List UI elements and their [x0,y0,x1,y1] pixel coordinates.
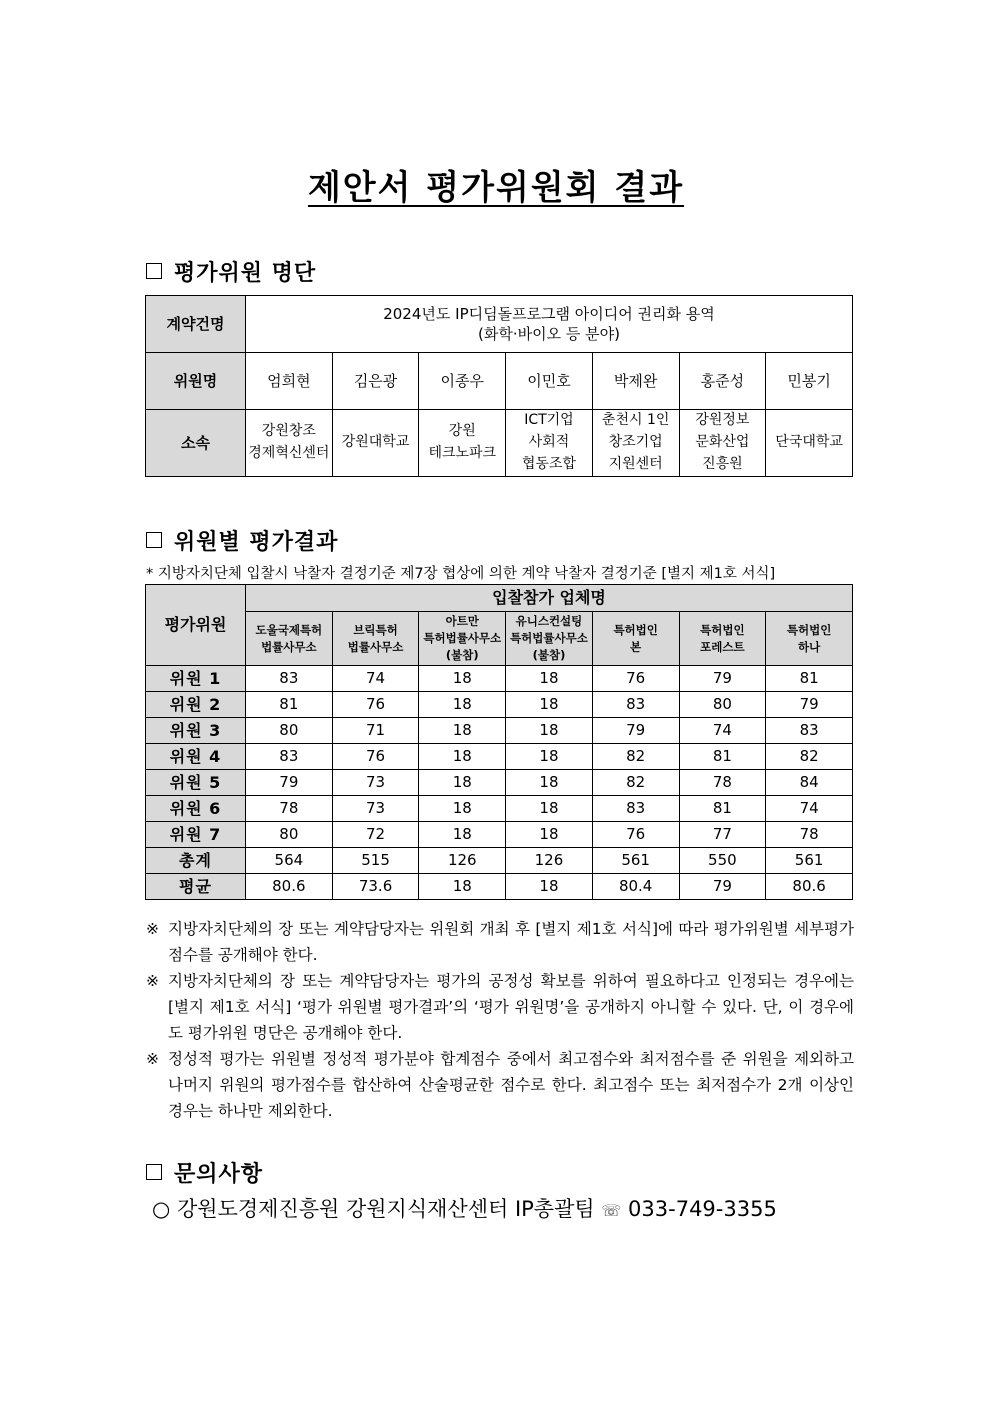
score-row [146,692,853,718]
member-affiliation [766,410,853,477]
member-list-table [145,295,853,477]
company-header [246,612,333,666]
evaluator-label: 위원 2 [146,692,246,718]
score-cell: 561 [766,848,853,874]
score-cell: 72 [332,822,419,848]
score-cell: 515 [332,848,419,874]
company-header [506,612,593,666]
evaluator-label: 위원 4 [146,744,246,770]
evaluator-label: 위원 5 [146,770,246,796]
score-row [146,770,853,796]
score-cell: 550 [679,848,766,874]
score-cell: 81 [246,692,333,718]
score-cell: 76 [332,692,419,718]
company-name-line: 법률사무소 [261,639,317,654]
member-affiliation [679,410,766,477]
notes-list [146,916,854,1124]
score-cell: 71 [332,718,419,744]
score-cell: 80.6 [246,874,333,900]
company-name-line: 특허법률사무소 [510,631,588,646]
company-name-line: 포레스트 [700,639,745,654]
affiliation-line: 창조기업 [608,434,663,451]
evaluator-label: 위원 7 [146,822,246,848]
score-cell: 78 [766,822,853,848]
score-row [146,822,853,848]
members-label: 위원명 [146,353,246,410]
score-cell: 80.4 [592,874,679,900]
score-cell: 79 [592,718,679,744]
score-cell: 74 [679,718,766,744]
affiliation-line: 강원창조 [261,423,316,440]
score-cell: 18 [506,770,593,796]
member-name: 민봉기 [766,353,853,410]
score-cell: 83 [592,796,679,822]
company-name-line: (불참) [445,647,479,662]
score-cell: 18 [419,666,506,692]
affiliation-line: 경제혁신센터 [248,445,330,461]
score-cell: 83 [766,718,853,744]
score-cell: 79 [679,666,766,692]
score-row [146,874,853,900]
score-cell: 18 [506,822,593,848]
score-row [146,796,853,822]
score-cell: 83 [246,744,333,770]
affiliation-line: 협동조합 [521,455,577,472]
company-name-line: 특허법인 [700,622,745,637]
company-name-line: 하나 [798,639,821,654]
phone-icon: ☏ [601,1201,622,1220]
affiliation-line: 테크노파크 [428,445,497,461]
company-name-line: 브릭특허 [353,622,398,637]
company-name-line: 아트만 [445,614,479,629]
score-cell: 564 [246,848,333,874]
member-affiliation [419,410,506,477]
score-cell: 76 [592,666,679,692]
score-cell: 80 [679,692,766,718]
checkbox-square-icon [146,532,162,548]
member-affiliation [246,410,333,477]
contact-phone: 033-749-3355 [628,1197,777,1221]
member-name: 이종우 [419,353,506,410]
affiliation-line: 진흥원 [702,455,743,472]
company-name-line: 특허법인 [613,622,658,637]
company-name-line: (불참) [532,647,566,662]
score-cell: 78 [679,770,766,796]
affiliation-line: 사회적 [528,434,570,451]
note-text: 정성적 평가는 위원별 정성적 평가분야 합계점수 중에서 최고점수와 최저점수를 준 위원을 제외하고 나머지 위원의 평가점수를 합산하여 산술평균한 점수로 한다. 최고점수 또는 최저점수가 2개 이상인 경우는 하나만 제외한다. [168,1050,854,1120]
affiliation-line: 춘천시 1인 [601,412,670,429]
member-name: 홍준성 [679,353,766,410]
score-cell: 18 [419,692,506,718]
member-affiliation [506,410,593,477]
evaluation-results-table [145,584,853,900]
section-heading-results: 위원별 평가결과 [146,525,338,556]
affiliation-line: 강원정보 [695,412,750,429]
score-cell: 73 [332,770,419,796]
affiliation-label: 소속 [146,410,246,477]
evaluator-corner-label: 평가위원 [146,585,246,666]
section-heading-members: 평가위원 명단 [146,256,316,287]
score-cell: 126 [419,848,506,874]
note-text: 지방자치단체의 장 또는 계약담당자는 위원회 개최 후 [별지 제1호 서식]에 따라 평가위원별 세부평가점수를 공개해야 한다. [168,920,854,964]
score-cell: 82 [592,770,679,796]
score-row [146,744,853,770]
company-name-line: 특허법률사무소 [423,631,502,646]
score-cell: 79 [679,874,766,900]
section-heading-inquiry: 문의사항 [146,1157,263,1188]
evaluator-label: 총계 [146,848,246,874]
company-header [419,612,506,666]
evaluator-label: 위원 3 [146,718,246,744]
checkbox-square-icon [146,1164,162,1180]
note-item [146,1046,854,1124]
company-name-line: 법률사무소 [347,639,404,654]
score-cell: 76 [332,744,419,770]
contract-label: 계약건명 [146,296,246,353]
evaluator-label: 위원 6 [146,796,246,822]
score-cell: 18 [419,744,506,770]
score-cell: 18 [506,692,593,718]
score-cell: 77 [679,822,766,848]
note-mark-icon: ※ [146,972,159,990]
bidder-group-header: 입찰참가 업체명 [246,585,853,612]
note-mark-icon: ※ [146,1050,159,1068]
score-cell: 79 [246,770,333,796]
score-cell: 18 [506,796,593,822]
company-header [592,612,679,666]
note-mark-icon: ※ [146,920,159,938]
affiliation-line: 강원대학교 [341,434,410,451]
score-cell: 78 [246,796,333,822]
score-row [146,666,853,692]
score-cell: 82 [766,744,853,770]
affiliation-line: ICT기업 [524,412,574,429]
score-cell: 18 [506,718,593,744]
member-name: 김은광 [332,353,419,410]
member-name: 박제완 [592,353,679,410]
affiliation-line: 단국대학교 [775,434,843,451]
affiliation-line: 강원 [448,423,476,440]
note-item [146,916,854,968]
score-cell: 18 [419,718,506,744]
score-cell: 80.6 [766,874,853,900]
circle-bullet-icon: ○ [152,1197,171,1221]
affiliation-line: 지원센터 [608,455,663,472]
score-cell: 126 [506,848,593,874]
score-cell: 18 [506,744,593,770]
company-name-line: 본 [630,639,642,654]
score-row [146,848,853,874]
contact-organization: 강원도경제진흥원 강원지식재산센터 IP총괄팀 [177,1197,595,1221]
company-name-line: 도울국제특허 [255,622,323,637]
evaluator-label: 평균 [146,874,246,900]
score-cell: 81 [679,744,766,770]
score-cell: 81 [679,796,766,822]
score-cell: 80 [246,822,333,848]
note-item [146,968,854,1046]
member-affiliation [332,410,419,477]
company-header [766,612,853,666]
score-cell: 83 [246,666,333,692]
score-cell: 82 [592,744,679,770]
evaluator-label: 위원 1 [146,666,246,692]
contract-name: 2024년도 IP디딤돌프로그램 아이디어 권리화 용역 (화학·바이오 등 분야) [246,296,853,353]
score-cell: 81 [766,666,853,692]
company-header [679,612,766,666]
score-cell: 73 [332,796,419,822]
score-row [146,718,853,744]
member-affiliation [592,410,679,477]
member-name: 이민호 [506,353,593,410]
score-cell: 74 [332,666,419,692]
member-name: 엄희현 [246,353,333,410]
contact-line [152,1193,777,1223]
score-cell: 79 [766,692,853,718]
score-cell: 73.6 [332,874,419,900]
company-name-line: 유니스컨설팅 [515,614,583,629]
score-cell: 76 [592,822,679,848]
score-cell: 18 [419,822,506,848]
score-cell: 18 [506,874,593,900]
score-cell: 18 [419,874,506,900]
score-cell: 18 [506,666,593,692]
affiliation-line: 문화산업 [695,434,750,451]
company-name-line: 특허법인 [786,622,832,637]
criteria-note: * 지방자치단체 입찰시 낙찰자 결정기준 제7장 협상에 의한 계약 낙찰자 결정기준 [별지 제1호 서식] [146,566,776,582]
company-header [332,612,419,666]
score-cell: 83 [592,692,679,718]
score-cell: 18 [419,796,506,822]
checkbox-square-icon [146,263,162,279]
score-cell: 80 [246,718,333,744]
score-cell: 74 [766,796,853,822]
score-cell: 561 [592,848,679,874]
score-cell: 84 [766,770,853,796]
score-cell: 18 [419,770,506,796]
page-title: 제안서 평가위원회 결과 [307,168,685,208]
note-text: 지방자치단체의 장 또는 계약담당자는 평가의 공정성 확보를 위하여 필요하다고 인정되는 경우에는 [별지 제1호 서식] ‘평가 위원별 평가결과’의 ‘평가 위원명’을 공개하지 아니할 수 있다. 단, 이 경우에도 평가위원 명단은 공개해야 한다. [168,972,854,1042]
